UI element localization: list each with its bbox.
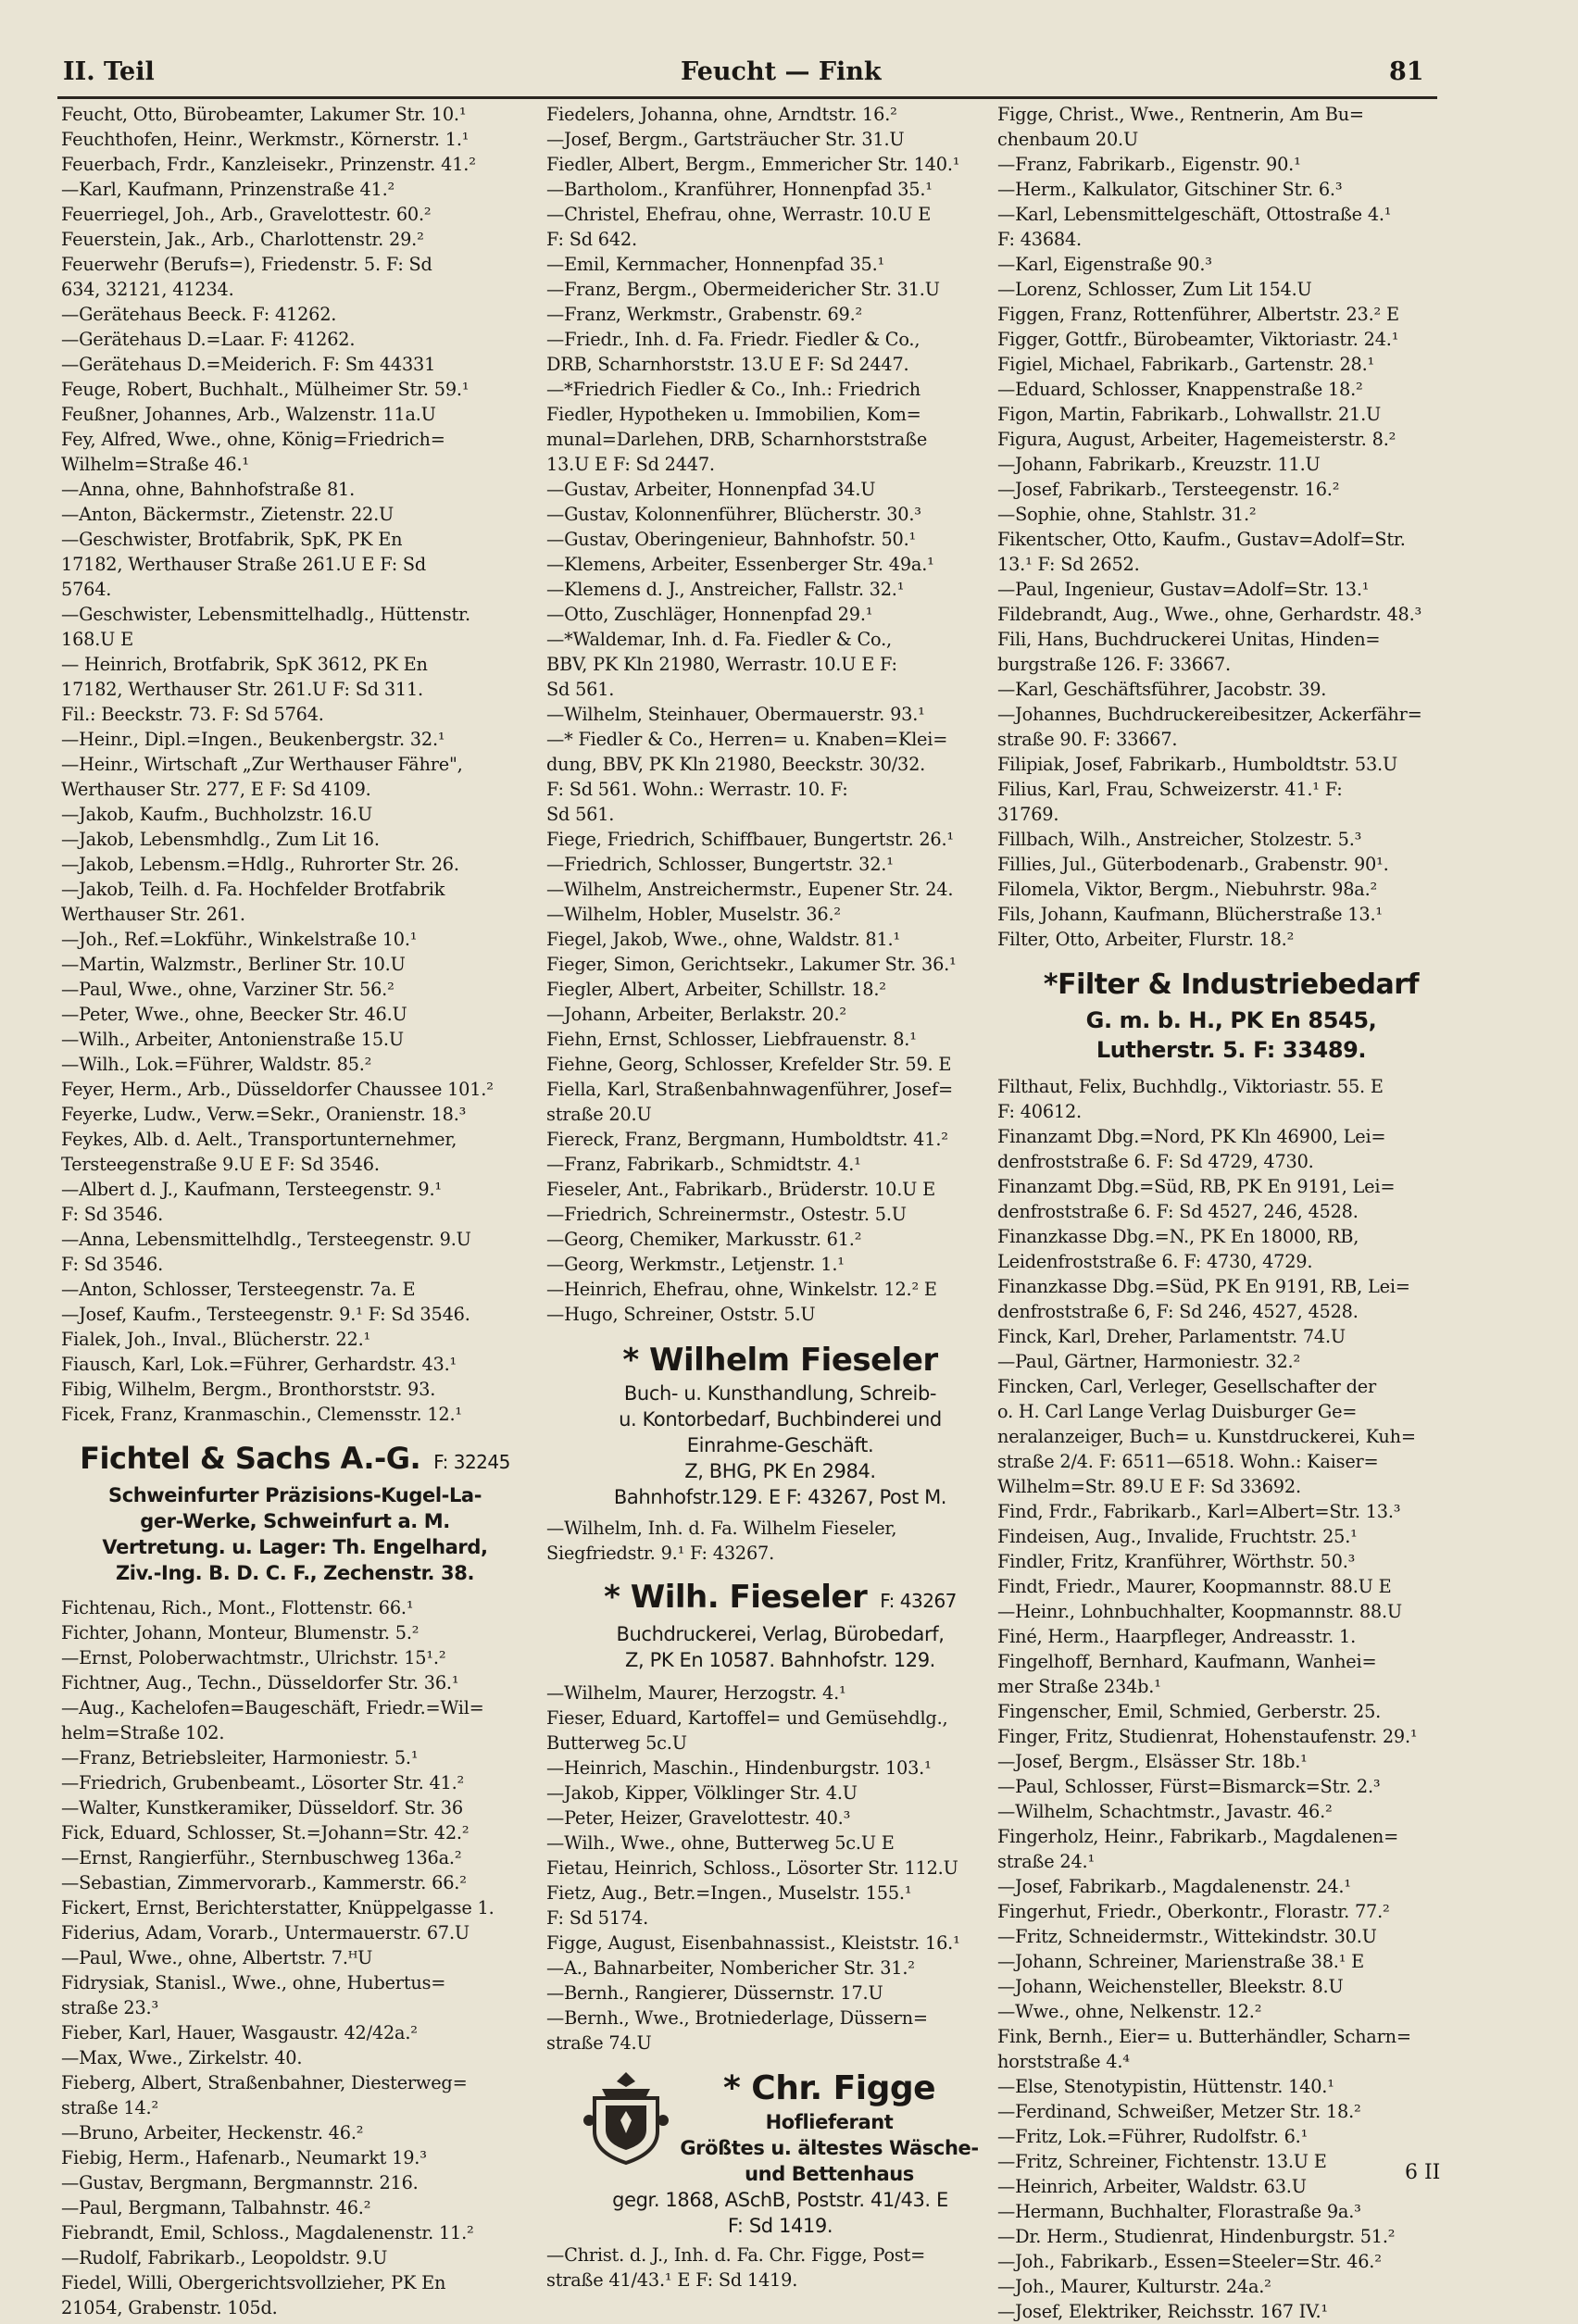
directory-entry: F: Sd 642.	[546, 229, 637, 250]
directory-entry: —* Fiedler & Co., Herren= u. Knaben=Klei=	[546, 729, 948, 750]
directory-entry: —Georg, Chemiker, Markusstr. 61.²	[546, 1229, 862, 1250]
directory-entry: straße 2/4. F: 6511—6518. Wohn.: Kaiser=	[997, 1451, 1379, 1472]
ad-figge-title: * Chr. Figge	[722, 2069, 936, 2107]
directory-entry: —Martin, Walzmstr., Berliner Str. 10.U	[61, 954, 406, 975]
directory-entry: Fickert, Ernst, Berichterstatter, Knüppelgasse 1.	[61, 1897, 495, 1918]
directory-entry: Siegfriedstr. 9.¹ F: 43267.	[546, 1543, 775, 1564]
directory-entry: Figge, August, Eisenbahnassist., Kleiststr. 16.¹	[546, 1932, 960, 1954]
directory-entry: —Wilhelm, Hobler, Muselstr. 36.²	[546, 904, 841, 925]
directory-entry: —Wilhelm, Steinhauer, Obermauerstr. 93.¹	[546, 704, 925, 725]
directory-entry: Fikentscher, Otto, Kaufm., Gustav=Adolf=Str.	[997, 529, 1406, 550]
ad-figge-line: Hoflieferant	[765, 2111, 894, 2133]
directory-entry: Feuerriegel, Joh., Arb., Gravelottestr. 60.²	[61, 204, 432, 225]
directory-entry: Feuge, Robert, Buchhalt., Mülheimer Str. 59.¹	[61, 379, 470, 400]
ad-fieseler2-phone: F: 43267	[880, 1590, 957, 1612]
ad-fichtel-line: Schweinfurter Präzisions-Kugel-La-	[107, 1484, 482, 1506]
directory-entry: Findt, Friedr., Maurer, Koopmannstr. 88.U E	[997, 1576, 1392, 1597]
directory-entry: —Fritz, Lok.=Führer, Rudolfstr. 6.¹	[997, 2126, 1309, 2147]
directory-entry: Feyerke, Ludw., Verw.=Sekr., Oranienstr. 18.³	[61, 1104, 467, 1125]
directory-entry: BBV, PK Kln 21980, Werrastr. 10.U E F:	[546, 654, 897, 675]
directory-entry: Feuchthofen, Heinr., Werkmstr., Körnerstr. 1.¹	[61, 129, 470, 150]
directory-entry: —Gustav, Bergmann, Bergmannstr. 216.	[61, 2172, 419, 2193]
ad-fieseler1-line: Z, BHG, PK En 2984.	[684, 1460, 876, 1482]
directory-entry: 13.U E F: Sd 2447.	[546, 454, 715, 475]
directory-entry: Fili, Hans, Buchdruckerei Unitas, Hinden=	[997, 629, 1381, 650]
crest-icon	[582, 2068, 670, 2167]
directory-entry: —Joh., Maurer, Kulturstr. 24a.²	[997, 2276, 1271, 2297]
ad-filter-title: *Filter & Industriebedarf	[1043, 968, 1420, 1001]
directory-entry: —Jakob, Lebensmhdlg., Zum Lit 16.	[61, 829, 380, 850]
directory-entry: Fink, Bernh., Eier= u. Butterhändler, Scharn=	[997, 2026, 1411, 2047]
directory-entry: neralanzeiger, Buch= u. Kunstdruckerei, Kuh=	[997, 1426, 1416, 1447]
directory-entry: Fieseler, Ant., Fabrikarb., Brüderstr. 10.U E	[546, 1179, 935, 1200]
directory-entry: F: Sd 561. Wohn.: Werrastr. 10. F:	[546, 779, 848, 800]
directory-entry: —Johann, Schreiner, Marienstraße 38.¹ E	[997, 1951, 1365, 1972]
directory-entry: —Karl, Eigenstraße 90.³	[997, 254, 1212, 275]
directory-entry: —Bernh., Rangierer, Düssernstr. 17.U	[546, 1982, 883, 2004]
entries-col2d	[546, 2243, 1014, 2293]
directory-entry: —Friedrich, Schreinermstr., Ostestr. 5.U	[546, 1204, 907, 1225]
directory-entry: 21054, Grabenstr. 105d.	[61, 2297, 278, 2318]
ad-figge-bottom: F: Sd 1419.	[727, 2215, 833, 2237]
directory-entry: 31769.	[997, 804, 1059, 825]
directory-entry: Figiel, Michael, Fabrikarb., Gartenstr. 28.¹	[997, 354, 1375, 375]
directory-entry: Fiehn, Ernst, Schlosser, Liebfrauenstr. 8.¹	[546, 1029, 917, 1050]
directory-entry: —Ernst, Rangierführ., Sternbuschweg 136a.²	[61, 1847, 462, 1868]
directory-entry: —Gustav, Arbeiter, Honnenpfad 34.U	[546, 479, 876, 500]
directory-entry: F: Sd 3546.	[61, 1204, 163, 1225]
directory-entry: Fidrysiak, Stanisl., Wwe., ohne, Hubertus=	[61, 1972, 446, 1993]
directory-entry: —Wilhelm, Maurer, Herzogstr. 4.¹	[546, 1682, 846, 1704]
directory-entry: —Wilh., Wwe., ohne, Butterweg 5c.U E	[546, 1832, 895, 1854]
directory-entry: —Franz, Werkmstr., Grabenstr. 69.²	[546, 304, 863, 325]
directory-entry: Fingerholz, Heinr., Fabrikarb., Magdalenen=	[997, 1826, 1399, 1847]
directory-entry: Fietau, Heinrich, Schloss., Lösorter Str. 112.U	[546, 1857, 958, 1879]
directory-entry: Findler, Fritz, Kranführer, Wörthstr. 50.³	[997, 1551, 1356, 1572]
directory-entry: F: Sd 5174.	[546, 1907, 648, 1929]
directory-entry: —Max, Wwe., Zirkelstr. 40.	[61, 2047, 303, 2068]
directory-entry: —Herm., Kalkulator, Gitschiner Str. 6.³	[997, 179, 1343, 200]
directory-entry: —Klemens, Arbeiter, Essenberger Str. 49a.¹	[546, 554, 934, 575]
directory-entry: o. H. Carl Lange Verlag Duisburger Ge=	[997, 1401, 1358, 1422]
directory-entry: F: 43684.	[997, 229, 1082, 250]
directory-entry: Ficek, Franz, Kranmaschin., Clemensstr. 12.¹	[61, 1404, 462, 1425]
directory-entry: Finé, Herm., Haarpfleger, Andreasstr. 1.	[997, 1626, 1357, 1647]
directory-entry: Fillbach, Wilh., Anstreicher, Stolzestr. 5.³	[997, 829, 1362, 850]
directory-entry: Fiedel, Willi, Obergerichtsvollzieher, PK En	[61, 2272, 446, 2293]
directory-entry: —Heinr., Lohnbuchhalter, Koopmannstr. 88.U	[997, 1601, 1402, 1622]
directory-entry: —Bernh., Wwe., Brotniederlage, Düssern=	[546, 2007, 928, 2029]
directory-entry: — Heinrich, Brotfabrik, SpK 3612, PK En	[61, 654, 428, 675]
directory-entry: —Paul, Wwe., ohne, Varziner Str. 56.²	[61, 979, 394, 1000]
directory-entry: Fildebrandt, Aug., Wwe., ohne, Gerhardstr. 48.³	[997, 604, 1422, 625]
directory-entry: —Peter, Heizer, Gravelottestr. 40.³	[546, 1807, 851, 1829]
column-3	[997, 102, 1465, 2324]
directory-entry: Leidenfroststraße 6. F: 4730, 4729.	[997, 1251, 1313, 1272]
entries-col2b	[546, 1516, 1014, 1566]
directory-entry: —Bruno, Arbeiter, Heckenstr. 46.²	[61, 2122, 364, 2143]
ad-chr-figge	[546, 2068, 1014, 2239]
directory-entry: horststraße 4.⁴	[997, 2051, 1130, 2072]
directory-entry: —Albert d. J., Kaufmann, Tersteegenstr. 9.¹	[61, 1179, 442, 1200]
directory-entry: mer Straße 234b.¹	[997, 1676, 1161, 1697]
directory-entry: Fiebrandt, Emil, Schloss., Magdalenenstr. 11.²	[61, 2222, 474, 2243]
directory-entry: —Peter, Wwe., ohne, Beecker Str. 46.U	[61, 1004, 407, 1025]
directory-entry: —Wilhelm, Schachtmstr., Javastr. 46.²	[997, 1801, 1333, 1822]
directory-entry: —Gerätehaus D.=Meiderich. F: Sm 44331	[61, 354, 436, 375]
directory-entry: —Sophie, ohne, Stahlstr. 31.²	[997, 504, 1257, 525]
directory-entry: —Gustav, Oberingenieur, Bahnhofstr. 50.¹	[546, 529, 917, 550]
ad-fieseler2-line: Buchdruckerei, Verlag, Bürobedarf,	[616, 1623, 945, 1645]
directory-entry: —Karl, Geschäftsführer, Jacobstr. 39.	[997, 679, 1327, 700]
directory-entry: —Anna, ohne, Bahnhofstraße 81.	[61, 479, 356, 500]
directory-entry: Fieber, Karl, Hauer, Wasgaustr. 42/42a.²	[61, 2022, 418, 2043]
directory-entry: —Franz, Fabrikarb., Schmidtstr. 4.¹	[546, 1154, 861, 1175]
directory-entry: Fialek, Joh., Inval., Blücherstr. 22.¹	[61, 1329, 371, 1350]
ad-figge-line: Größtes u. ältestes Wäsche-	[680, 2137, 979, 2159]
directory-entry: Fichter, Johann, Monteur, Blumenstr. 5.²	[61, 1622, 420, 1643]
directory-entry: —Else, Stenotypistin, Hüttenstr. 140.¹	[997, 2076, 1334, 2097]
directory-entry: Find, Frdr., Fabrikarb., Karl=Albert=Str. 13.³	[997, 1501, 1401, 1522]
directory-entry: —*Waldemar, Inh. d. Fa. Fiedler & Co.,	[546, 629, 892, 650]
directory-entry: Werthauser Str. 277, E F: Sd 4109.	[61, 779, 371, 800]
directory-entry: —Friedrich, Grubenbeamt., Lösorter Str. 41.²	[61, 1772, 465, 1793]
directory-entry: —Fritz, Schreiner, Fichtenstr. 13.U E	[997, 2151, 1327, 2172]
directory-entry: —Johannes, Buchdruckereibesitzer, Ackerfähr=	[997, 704, 1422, 725]
directory-entry: Figura, August, Arbeiter, Hagemeisterstr. 8.²	[997, 429, 1396, 450]
directory-entry: Werthauser Str. 261.	[61, 904, 245, 925]
directory-entry: —Geschwister, Brotfabrik, SpK, PK En	[61, 529, 403, 550]
directory-entry: Fiedelers, Johanna, ohne, Arndtstr. 16.²	[546, 104, 897, 125]
directory-entry: —Franz, Fabrikarb., Eigenstr. 90.¹	[997, 154, 1301, 175]
directory-entry: —Joh., Fabrikarb., Essen=Steeler=Str. 46.²	[997, 2251, 1382, 2272]
directory-entry: Fiehne, Georg, Schlosser, Krefelder Str. 59. E	[546, 1054, 952, 1075]
directory-entry: straße 14.²	[61, 2097, 158, 2118]
directory-entry: Fil.: Beeckstr. 73. F: Sd 5764.	[61, 704, 324, 725]
directory-entry: Fincken, Carl, Verleger, Gesellschafter der	[997, 1376, 1376, 1397]
ad-fieseler1-line: Buch- u. Kunsthandlung, Schreib-	[623, 1382, 937, 1405]
directory-entry: straße 24.¹	[997, 1851, 1095, 1872]
directory-entry: Finanzkasse Dbg.=Süd, PK En 9191, RB, Lei=	[997, 1276, 1410, 1297]
directory-entry: —Walter, Kunstkeramiker, Düsseldorf. Str. 36	[61, 1797, 463, 1818]
ad-fichtel-line: Ziv.-Ing. B. D. C. F., Zechenstr. 38.	[115, 1562, 475, 1584]
directory-entry: —Heinrich, Arbeiter, Waldstr. 63.U	[997, 2176, 1307, 2197]
directory-entry: Fichtenau, Rich., Mont., Flottenstr. 66.¹	[61, 1597, 414, 1618]
directory-entry: —Karl, Kaufmann, Prinzenstraße 41.²	[61, 179, 395, 200]
directory-entry: Feuerbach, Frdr., Kanzleisekr., Prinzenstr. 41.²	[61, 154, 476, 175]
directory-entry: —Johann, Fabrikarb., Kreuzstr. 11.U	[997, 454, 1321, 475]
directory-entry: —Klemens d. J., Anstreicher, Fallstr. 32.¹	[546, 579, 905, 600]
directory-entry: Finger, Fritz, Studienrat, Hohenstaufenstr. 29.¹	[997, 1726, 1418, 1747]
directory-entry: denfroststraße 6. F: Sd 4527, 246, 4528.	[997, 1201, 1359, 1222]
directory-entry: —Johann, Arbeiter, Berlakstr. 20.²	[546, 1004, 846, 1025]
directory-entry: —Paul, Schlosser, Fürst=Bismarck=Str. 2.³	[997, 1776, 1381, 1797]
page-footer: 6 II	[1405, 2161, 1441, 2184]
entries-col1b	[61, 1595, 529, 2320]
ad-fieseler1-line: Einrahme-Geschäft.	[686, 1434, 874, 1456]
directory-entry: Fingerhut, Friedr., Oberkontr., Florastr. 77.²	[997, 1901, 1390, 1922]
directory-entry: Fieser, Eduard, Kartoffel= und Gemüsehdlg.,	[546, 1707, 948, 1729]
directory-entry: Filius, Karl, Frau, Schweizerstr. 41.¹ F:	[997, 779, 1343, 800]
directory-entry: 17182, Werthauser Straße 261.U E F: Sd	[61, 554, 427, 575]
directory-entry: —Rudolf, Fabrikarb., Leopoldstr. 9.U	[61, 2247, 388, 2268]
directory-entry: —Josef, Fabrikarb., Tersteegenstr. 16.²	[997, 479, 1340, 500]
directory-entry: Figon, Martin, Fabrikarb., Lohwallstr. 21.U	[997, 404, 1382, 425]
directory-entry: Filthaut, Felix, Buchhdlg., Viktoriastr. 55. E	[997, 1076, 1384, 1097]
directory-entry: 5764.	[61, 579, 112, 600]
directory-entry: Feyer, Herm., Arb., Düsseldorfer Chaussee 101.²	[61, 1079, 494, 1100]
directory-entry: —Christ. d. J., Inh. d. Fa. Chr. Figge, Post=	[546, 2244, 926, 2266]
directory-entry: Fiella, Karl, Straßenbahnwagenführer, Josef=	[546, 1079, 953, 1100]
directory-entry: Finanzamt Dbg.=Süd, RB, PK En 9191, Lei=	[997, 1176, 1396, 1197]
directory-entry: —Anton, Schlosser, Tersteegenstr. 7a. E	[61, 1279, 416, 1300]
directory-entry: F: 40612.	[997, 1101, 1082, 1122]
ad-fichtel-line: Vertretung. u. Lager: Th. Engelhard,	[102, 1536, 488, 1558]
directory-entry: Feuerwehr (Berufs=), Friedenstr. 5. F: Sd	[61, 254, 432, 275]
directory-entry: Feucht, Otto, Bürobeamter, Lakumer Str. 10.¹	[61, 104, 467, 125]
directory-entry: denfroststraße 6. F: Sd 4729, 4730.	[997, 1151, 1314, 1172]
directory-entry: Filter, Otto, Arbeiter, Flurstr. 18.²	[997, 929, 1295, 950]
directory-entry: Wilhelm=Straße 46.¹	[61, 454, 249, 475]
directory-entry: —*Friedrich Fiedler & Co., Inh.: Friedrich	[546, 379, 921, 400]
directory-entry: —Wwe., ohne, Nelkenstr. 12.²	[997, 2001, 1262, 2022]
directory-entry: Figgen, Franz, Rottenführer, Albertstr. 23.² E	[997, 304, 1399, 325]
directory-entry: —Sebastian, Zimmervorarb., Kammerstr. 66.²	[61, 1872, 467, 1893]
directory-entry: Fichtner, Aug., Techn., Düsseldorfer Str. 36.¹	[61, 1672, 459, 1693]
header-range: Feucht — Fink	[681, 57, 882, 86]
ad-filter-line: G. m. b. H., PK En 8545,	[1085, 1007, 1377, 1033]
ad-filter-industriebedarf	[997, 965, 1465, 1065]
directory-entry: —Johann, Weichensteller, Bleekstr. 8.U	[997, 1976, 1344, 1997]
header-section: II. Teil	[63, 57, 155, 86]
column-2	[546, 102, 1014, 2293]
directory-entry: —Jakob, Kaufm., Buchholzstr. 16.U	[61, 804, 372, 825]
entries-col2c	[546, 1681, 1014, 2055]
directory-entry: straße 23.³	[61, 1997, 158, 2018]
ad-wilh-fieseler	[546, 1577, 1014, 1673]
ad-filter-line: Lutherstr. 5. F: 33489.	[1096, 1037, 1367, 1063]
header-rule	[57, 96, 1437, 99]
directory-entry: —Karl, Lebensmittelgeschäft, Ottostraße 4.¹	[997, 204, 1392, 225]
directory-entry: —Otto, Zuschläger, Honnenpfad 29.¹	[546, 604, 873, 625]
directory-entry: —Ferdinand, Schweißer, Metzer Str. 18.²	[997, 2101, 1361, 2122]
directory-entry: —Wilh., Arbeiter, Antonienstraße 15.U	[61, 1029, 404, 1050]
directory-entry: —Paul, Ingenieur, Gustav=Adolf=Str. 13.¹	[997, 579, 1370, 600]
directory-entry: Feykes, Alb. d. Aelt., Transportunternehmer,	[61, 1129, 457, 1150]
directory-entry: straße 20.U	[546, 1104, 652, 1125]
directory-entry: 168.U E	[61, 629, 133, 650]
entries-col3b	[997, 1074, 1465, 2324]
page-header	[0, 57, 1578, 94]
directory-entry: —Anna, Lebensmittelhdlg., Tersteegenstr. 9.U	[61, 1229, 471, 1250]
directory-entry: 17182, Werthauser Str. 261.U F: Sd 311.	[61, 679, 423, 700]
directory-entry: —Gerätehaus D.=Laar. F: 41262.	[61, 329, 356, 350]
directory-entry: —Eduard, Schlosser, Knappenstraße 18.²	[997, 379, 1363, 400]
page-number: 81	[1389, 57, 1424, 86]
directory-entry: —Georg, Werkmstr., Letjenstr. 1.¹	[546, 1254, 845, 1275]
ad-fichtel-sachs	[61, 1438, 529, 1586]
entries-col2a	[546, 102, 1014, 1327]
directory-entry: 13.¹ F: Sd 2652.	[997, 554, 1140, 575]
directory-entry: Findeisen, Aug., Invalide, Fruchtstr. 25.¹	[997, 1526, 1358, 1547]
entries-col3a	[997, 102, 1465, 952]
directory-entry: —Jakob, Teilh. d. Fa. Hochfelder Brotfabrik	[61, 879, 445, 900]
directory-entry: denfroststraße 6, F: Sd 246, 4527, 4528.	[997, 1301, 1359, 1322]
directory-entry: Sd 561.	[546, 679, 615, 700]
directory-entry: —Josef, Fabrikarb., Magdalenenstr. 24.¹	[997, 1876, 1351, 1897]
ad-figge-line: und Bettenhaus	[745, 2163, 914, 2185]
directory-entry: Fiereck, Franz, Bergmann, Humboldtstr. 41.²	[546, 1129, 948, 1150]
entries-col1a	[61, 102, 529, 1427]
directory-entry: Butterweg 5c.U	[546, 1732, 687, 1754]
directory-entry: —Wilhelm, Inh. d. Fa. Wilhelm Fieseler,	[546, 1518, 897, 1539]
directory-entry: Fiedler, Hypotheken u. Immobilien, Kom=	[546, 404, 921, 425]
ad-figge-bottom: gegr. 1868, ASchB, Poststr. 41/43. E	[612, 2189, 948, 2211]
directory-entry: Figge, Christ., Wwe., Rentnerin, Am Bu=	[997, 104, 1364, 125]
directory-entry: chenbaum 20.U	[997, 129, 1139, 150]
directory-entry: —Emil, Kernmacher, Honnenpfad 35.¹	[546, 254, 885, 275]
directory-entry: —Wilhelm, Anstreichermstr., Eupener Str. 24.	[546, 879, 954, 900]
directory-entry: —Friedr., Inh. d. Fa. Friedr. Fiedler & Co.,	[546, 329, 920, 350]
directory-entry: Fingelhoff, Bernhard, Kaufmann, Wanhei=	[997, 1651, 1377, 1672]
directory-entry: Fietz, Aug., Betr.=Ingen., Muselstr. 155.¹	[546, 1882, 912, 1904]
directory-entry: —Josef, Elektriker, Reichsstr. 167 IV.¹	[997, 2301, 1328, 2322]
directory-entry: —Josef, Kaufm., Tersteegenstr. 9.¹ F: Sd 3546.	[61, 1304, 470, 1325]
directory-entry: Fieger, Simon, Gerichtsekr., Lakumer Str. 36.¹	[546, 954, 957, 975]
directory-entry: Wilhelm=Str. 89.U E F: Sd 33692.	[997, 1476, 1301, 1497]
directory-entry: Fiedler, Albert, Bergm., Emmericher Str. 140.¹	[546, 154, 960, 175]
directory-entry: Fiege, Friedrich, Schiffbauer, Bungertstr. 26.¹	[546, 829, 954, 850]
directory-entry: straße 90. F: 33667.	[997, 729, 1178, 750]
directory-entry: burgstraße 126. F: 33667.	[997, 654, 1231, 675]
directory-entry: —Paul, Wwe., ohne, Albertstr. 7.ᴴU	[61, 1947, 373, 1968]
directory-entry: Figger, Gottfr., Bürobeamter, Viktoriastr. 24.¹	[997, 329, 1399, 350]
directory-entry: —Gerätehaus Beeck. F: 41262.	[61, 304, 337, 325]
directory-entry: —Anton, Bäckermstr., Zietenstr. 22.U	[61, 504, 394, 525]
directory-entry: —Franz, Betriebsleiter, Harmoniestr. 5.¹	[61, 1747, 419, 1768]
directory-entry: —Heinr., Wirtschaft „Zur Werthauser Fähre",	[61, 754, 463, 775]
directory-entry: —Ernst, Poloberwachtmstr., Ulrichstr. 15¹.²	[61, 1647, 446, 1668]
directory-entry: —A., Bahnarbeiter, Nombericher Str. 31.²	[546, 1957, 915, 1979]
directory-entry: Finanzkasse Dbg.=N., PK En 18000, RB,	[997, 1226, 1359, 1247]
directory-entry: —Heinrich, Ehefrau, ohne, Winkelstr. 12.² E	[546, 1279, 937, 1300]
directory-entry: —Geschwister, Lebensmittelhadlg., Hüttenstr.	[61, 604, 470, 625]
directory-entry: Fiegler, Albert, Arbeiter, Schillstr. 18.²	[546, 979, 886, 1000]
directory-entry: —Jakob, Kipper, Völklinger Str. 4.U	[546, 1782, 858, 1804]
directory-entry: Fieberg, Albert, Straßenbahner, Diesterweg=	[61, 2072, 468, 2093]
directory-entry: —Fritz, Schneidermstr., Wittekindstr. 30.U	[997, 1926, 1377, 1947]
directory-entry: —Aug., Kachelofen=Baugeschäft, Friedr.=Wil=	[61, 1697, 484, 1718]
directory-entry: Fiegel, Jakob, Wwe., ohne, Waldstr. 81.¹	[546, 929, 901, 950]
directory-entry: Finanzamt Dbg.=Nord, PK Kln 46900, Lei=	[997, 1126, 1386, 1147]
directory-entry: —Heinr., Dipl.=Ingen., Beukenbergstr. 32.¹	[61, 729, 445, 750]
directory-entry: helm=Straße 102.	[61, 1722, 225, 1743]
directory-entry: Fiderius, Adam, Vorarb., Untermauerstr. 67.U	[61, 1922, 470, 1943]
directory-entry: Filomela, Viktor, Bergm., Niebuhrstr. 98a.²	[997, 879, 1378, 900]
directory-entry: —Hermann, Buchhalter, Florastraße 9a.³	[997, 2201, 1361, 2222]
directory-entry: —Josef, Bergm., Gartsträucher Str. 31.U	[546, 129, 905, 150]
ad-fieseler2-title: * Wilh. Fieseler	[604, 1579, 868, 1616]
directory-entry: —Josef, Bergm., Elsässer Str. 18b.¹	[997, 1751, 1308, 1772]
directory-entry: —Christel, Ehefrau, ohne, Werrastr. 10.U E	[546, 204, 932, 225]
ad-fieseler1-line: Bahnhofstr.129. E F: 43267, Post M.	[613, 1486, 947, 1508]
directory-entry: Tersteegenstraße 9.U E F: Sd 3546.	[61, 1154, 380, 1175]
ad-fichtel-line: ger-Werke, Schweinfurt a. M.	[140, 1510, 450, 1532]
directory-entry: —Wilh., Lok.=Führer, Waldstr. 85.²	[61, 1054, 372, 1075]
directory-entry: —Lorenz, Schlosser, Zum Lit 154.U	[997, 279, 1312, 300]
directory-entry: straße 74.U	[546, 2032, 652, 2054]
directory-entry: —Jakob, Lebensm.=Hdlg., Ruhrorter Str. 26.	[61, 854, 459, 875]
directory-entry: —Bartholom., Kranführer, Honnenpfad 35.¹	[546, 179, 933, 200]
directory-entry: dung, BBV, PK Kln 21980, Beeckstr. 30/32.	[546, 754, 926, 775]
directory-entry: —Paul, Gärtner, Harmoniestr. 32.²	[997, 1351, 1300, 1372]
directory-entry: F: Sd 3546.	[61, 1254, 163, 1275]
directory-entry: Fingenscher, Emil, Schmied, Gerberstr. 25.	[997, 1701, 1382, 1722]
ad-fichtel-phone: F: 32245	[433, 1451, 510, 1473]
directory-entry: —Franz, Bergm., Obermeidericher Str. 31.U	[546, 279, 940, 300]
ad-fieseler1-line: u. Kontorbedarf, Buchbinderei und	[619, 1408, 942, 1431]
directory-entry: —Joh., Ref.=Lokführ., Winkelstraße 10.¹	[61, 929, 418, 950]
ad-wilhelm-fieseler	[546, 1340, 1014, 1510]
directory-entry: DRB, Scharnhorststr. 13.U E F: Sd 2447.	[546, 354, 909, 375]
ad-fichtel-title: Fichtel & Sachs A.-G.	[80, 1441, 421, 1476]
directory-entry: —Hugo, Schreiner, Oststr. 5.U	[546, 1304, 816, 1325]
ad-fieseler1-title: * Wilhelm Fieseler	[622, 1342, 938, 1379]
directory-entry: Feuerstein, Jak., Arb., Charlottenstr. 29.²	[61, 229, 424, 250]
directory-entry: Fiausch, Karl, Lok.=Führer, Gerhardstr. 43.¹	[61, 1354, 457, 1375]
ad-fieseler2-line: Z, PK En 10587. Bahnhofstr. 129.	[625, 1649, 935, 1671]
directory-entry: Fick, Eduard, Schlosser, St.=Johann=Str. 42.²	[61, 1822, 470, 1843]
directory-entry: Fillies, Jul., Güterbodenarb., Grabenstr. 90¹.	[997, 854, 1389, 875]
directory-entry: Feußner, Johannes, Arb., Walzenstr. 11a.U	[61, 404, 436, 425]
directory-entry: Fils, Johann, Kaufmann, Blücherstraße 13.¹	[997, 904, 1383, 925]
directory-entry: —Heinrich, Maschin., Hindenburgstr. 103.¹	[546, 1757, 932, 1779]
directory-entry: straße 41/43.¹ E F: Sd 1419.	[546, 2269, 798, 2291]
directory-entry: Filipiak, Josef, Fabrikarb., Humboldtstr. 53.U	[997, 754, 1398, 775]
directory-entry: Fibig, Wilhelm, Bergm., Bronthorststr. 93.	[61, 1379, 436, 1400]
directory-entry: —Paul, Bergmann, Talbahnstr. 46.²	[61, 2197, 371, 2218]
directory-entry: Finck, Karl, Dreher, Parlamentstr. 74.U	[997, 1326, 1346, 1347]
directory-entry: —Dr. Herm., Studienrat, Hindenburgstr. 51.²	[997, 2226, 1396, 2247]
directory-entry: munal=Darlehen, DRB, Scharnhorststraße	[546, 429, 928, 450]
directory-entry: —Gustav, Kolonnenführer, Blücherstr. 30.³	[546, 504, 921, 525]
column-1	[61, 102, 529, 2320]
directory-entry: Fey, Alfred, Wwe., ohne, König=Friedrich=	[61, 429, 445, 450]
directory-entry: —Friedrich, Schlosser, Bungertstr. 32.¹	[546, 854, 894, 875]
directory-entry: Sd 561.	[546, 804, 615, 825]
directory-entry: Fiebig, Herm., Hafenarb., Neumarkt 19.³	[61, 2147, 427, 2168]
directory-entry: 634, 32121, 41234.	[61, 279, 234, 300]
